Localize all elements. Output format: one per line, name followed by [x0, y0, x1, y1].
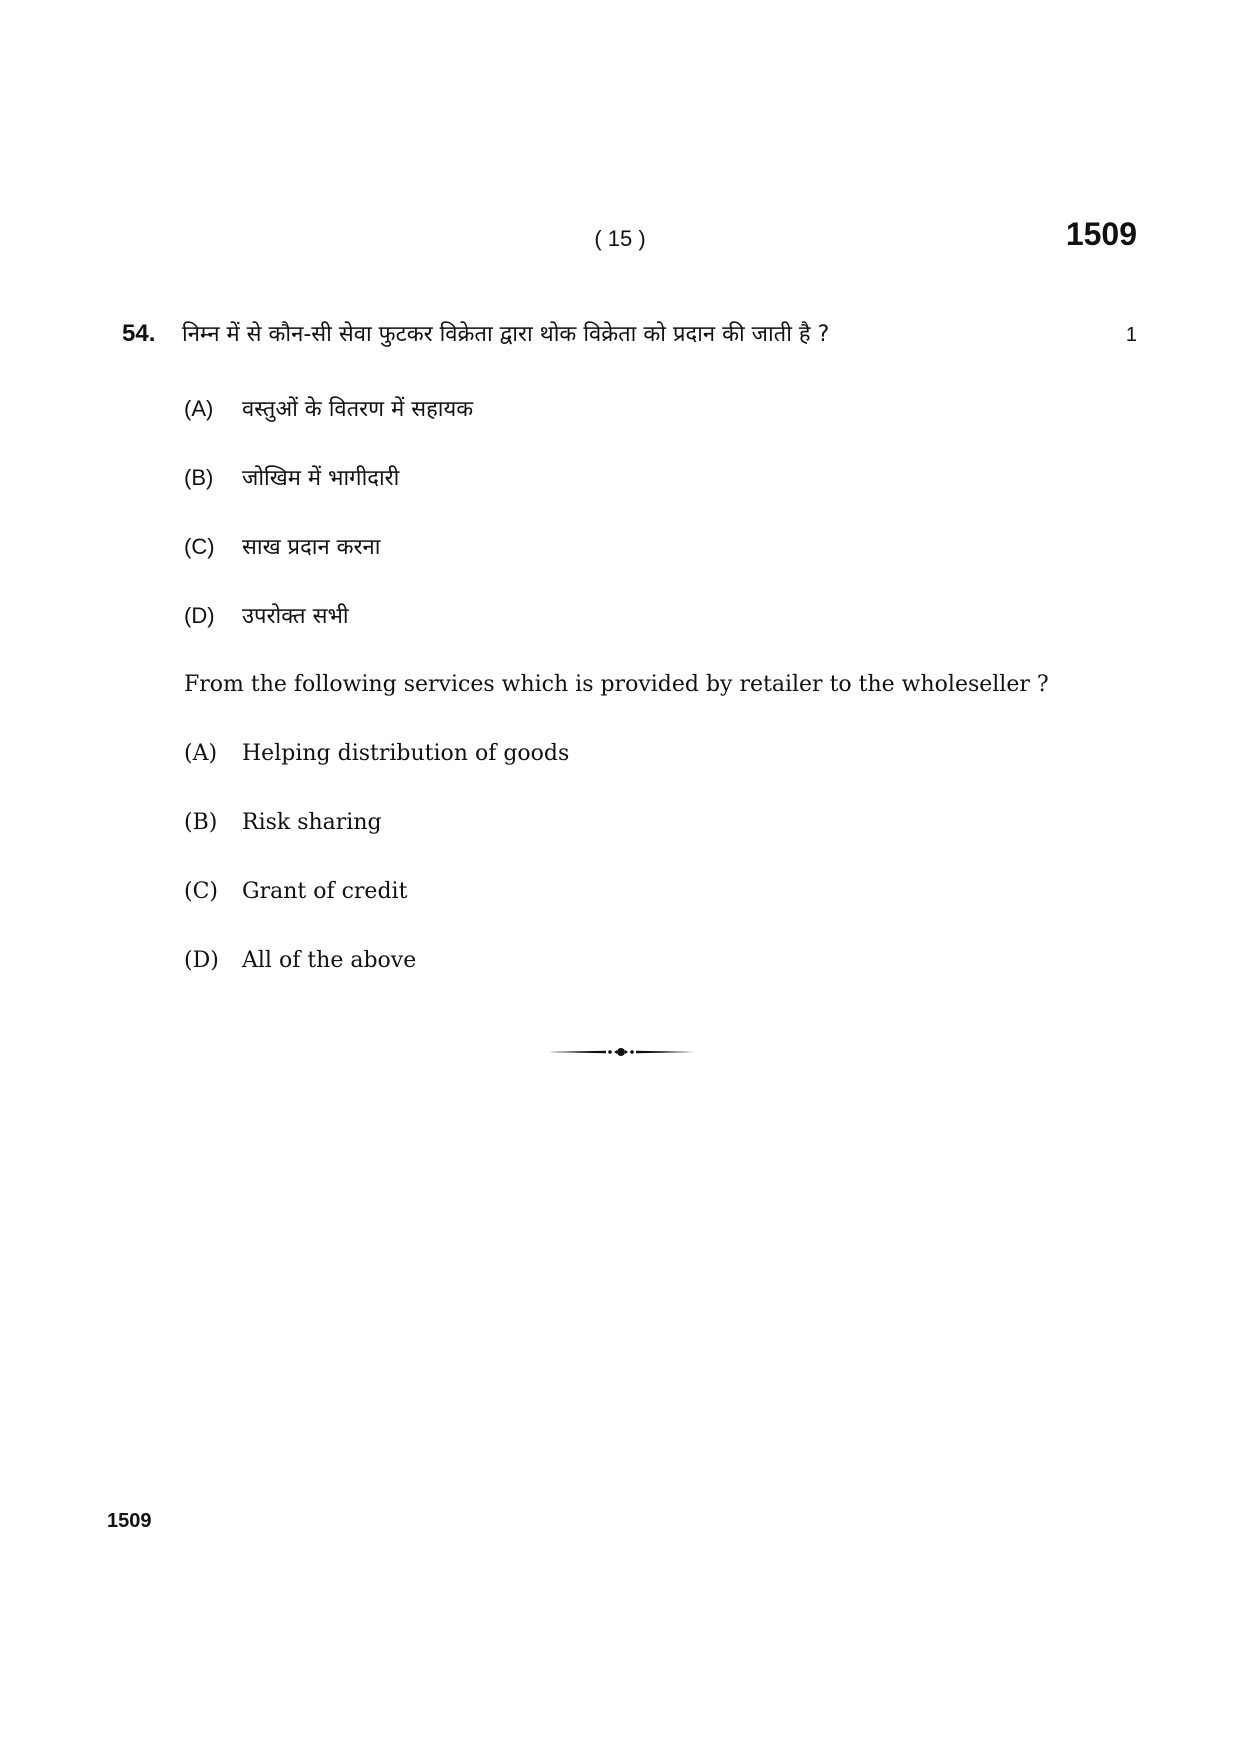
- option-english-b: [184, 788, 1137, 857]
- paper-code-top: 1509: [1065, 216, 1137, 252]
- option-text: जोखिम में भागीदारी: [242, 466, 400, 491]
- option-text: उपरोक्त सभी: [242, 604, 349, 629]
- option-english-d: [184, 926, 1137, 995]
- question-block: [122, 318, 1137, 995]
- options-hindi: [122, 374, 1137, 650]
- option-hindi-d: [184, 581, 1137, 650]
- option-hindi-b: [184, 443, 1137, 512]
- option-label: (A): [184, 396, 214, 421]
- paper-code-bottom: 1509: [107, 1510, 152, 1532]
- page-number: ( 15 ): [594, 226, 646, 251]
- option-text: Risk sharing: [242, 810, 382, 835]
- option-text: All of the above: [242, 948, 417, 973]
- option-hindi-a: [184, 374, 1137, 443]
- option-text: वस्तुओं के वितरण में सहायक: [242, 397, 474, 422]
- option-english-c: [184, 857, 1137, 926]
- options-english: [122, 719, 1137, 995]
- option-label: (B): [184, 465, 214, 490]
- option-hindi-c: [184, 512, 1137, 581]
- option-text: Helping distribution of goods: [242, 741, 570, 766]
- option-label: (B): [184, 810, 218, 835]
- option-label: (D): [184, 948, 219, 973]
- question-text-english: From the following services which is provided by retailer to the wholeseller ?: [184, 672, 1049, 697]
- option-label: (A): [184, 741, 218, 766]
- option-label: (C): [184, 534, 215, 559]
- option-label: (D): [184, 603, 215, 628]
- option-text: साख प्रदान करना: [242, 535, 381, 560]
- option-label: (C): [184, 879, 218, 904]
- end-divider-ornament: [548, 1045, 694, 1059]
- question-text-hindi: निम्न में से कौन-सी सेवा फुटकर विक्रेता द्वारा थोक विक्रेता को प्रदान की जाती है ?: [182, 322, 830, 347]
- question-line-hindi: [122, 318, 1137, 362]
- option-english-a: [184, 719, 1137, 788]
- option-text: Grant of credit: [242, 879, 408, 904]
- question-number: 54.: [122, 320, 156, 347]
- question-marks: 1: [1125, 324, 1137, 346]
